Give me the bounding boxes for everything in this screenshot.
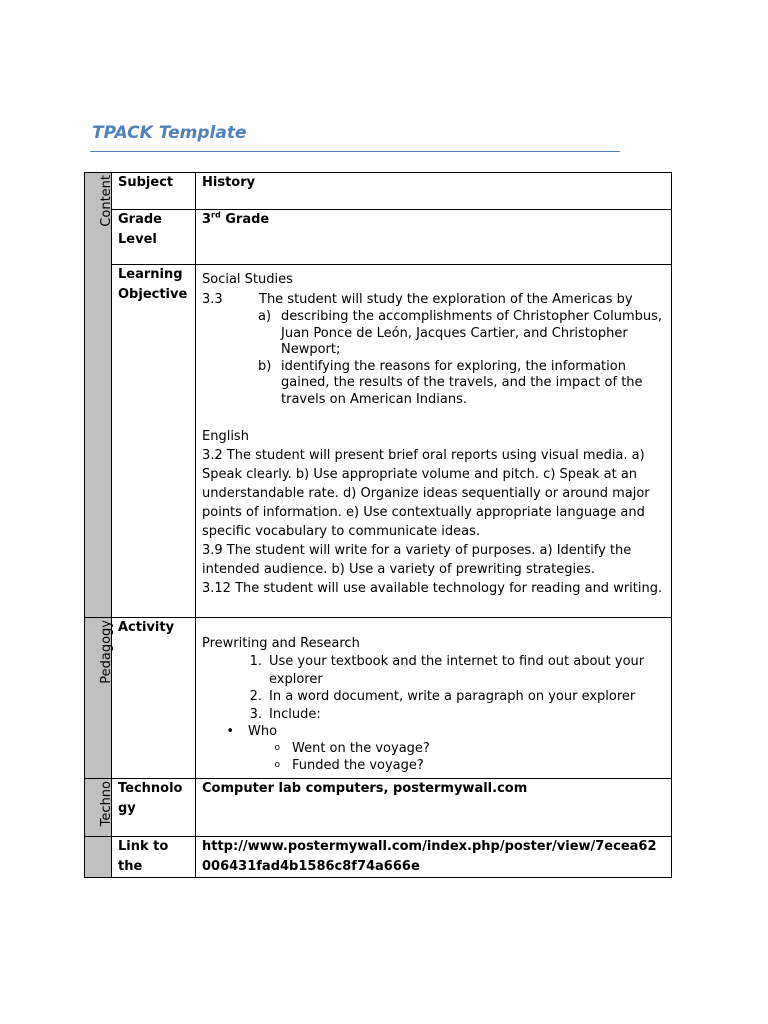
list-item (202, 706, 665, 724)
table-row-activity (85, 618, 672, 779)
sub-item (202, 740, 665, 757)
list-item (202, 653, 665, 688)
section-technology-continued (85, 837, 112, 878)
sub-item-text: Went on the voyage? (292, 741, 430, 756)
step-text: Include: (269, 706, 321, 722)
list-text: describing the accomplishments of Christopher Columbus, Juan Ponce de León, Jacques Cartier, and Christopher Newport; (281, 309, 663, 357)
table-row-link (85, 837, 672, 878)
english-heading: English (202, 429, 249, 444)
list-item (202, 688, 665, 706)
title-underline (90, 151, 620, 152)
table-row-subject (85, 173, 672, 210)
section-content (85, 173, 112, 618)
row-label-link: Link to the (112, 837, 196, 878)
grade-number: 3 (202, 212, 212, 227)
section-label-content: Content (99, 175, 114, 227)
english-paragraph: 3.12 The student will use available technology for reading and writing. (202, 581, 663, 596)
row-value-technology: Computer lab computers, postermywall.com (196, 779, 672, 837)
row-value-grade (196, 210, 672, 265)
row-value-link[interactable]: http://www.postermywall.com/index.php/poster/view/7ecea62006431fad4b1586c8f74a666e (196, 837, 672, 878)
objective-3-3 (202, 291, 665, 309)
english-block (202, 427, 665, 598)
row-value-activity (196, 618, 672, 779)
tpack-table (84, 172, 672, 878)
list-mark: b) (258, 358, 272, 374)
table-row-technology (85, 779, 672, 837)
row-label-activity: Activity (112, 618, 196, 779)
objective-text: The student will study the exploration of the Americas by (259, 292, 633, 307)
english-paragraph: 3.9 The student will write for a variety of purposes. a) Identify the intended audience. b) Use a variety of prewriting strategies. (202, 543, 632, 577)
sub-item-text: Funded the voyage? (292, 758, 424, 773)
list-item (258, 309, 665, 359)
list-item (258, 359, 665, 409)
bullet-text: Who (248, 724, 278, 739)
step-number: 2. (249, 689, 262, 704)
row-label-grade: Grade Level (112, 210, 196, 265)
row-label-objective: Learning Objective (112, 265, 196, 618)
document-title: TPACK Template (92, 123, 247, 143)
step-text: Use your textbook and the internet to find out about your explorer (269, 654, 645, 687)
sub-item (202, 757, 665, 774)
table-row-objective (85, 265, 672, 618)
section-label-pedagogy: Pedagogy (99, 620, 114, 684)
bullet-item (202, 723, 665, 740)
grade-suffix: rd (211, 210, 221, 220)
objective-number: 3.3 (202, 292, 223, 307)
social-studies-heading: Social Studies (202, 272, 293, 287)
step-text: In a word document, write a paragraph on your explorer (269, 689, 636, 704)
activity-heading: Prewriting and Research (202, 636, 360, 651)
circle-bullet-icon: o (274, 760, 280, 770)
row-label-technology: Technology (112, 779, 196, 837)
table-row-grade (85, 210, 672, 265)
section-pedagogy (85, 618, 112, 779)
objective-sublist (202, 309, 665, 408)
row-label-subject: Subject (112, 173, 196, 210)
section-label-technology: Techno (99, 781, 114, 827)
row-value-subject: History (196, 173, 672, 210)
step-number: 3. (249, 706, 262, 722)
bullet-icon: • (226, 724, 234, 739)
row-value-objective (196, 265, 672, 618)
list-mark: a) (258, 309, 272, 324)
section-technology (85, 779, 112, 837)
grade-word: Grade (220, 212, 270, 227)
list-text: identifying the reasons for exploring, the information gained, the results of the travels, and the impact of the travels on American Indians. (281, 358, 643, 407)
english-paragraph: 3.2 The student will present brief oral reports using visual media. a) Speak clearly. b) Use appropriate volume and pitch. c) Speak at an understandable rate. d) Organize ideas sequentially or around major points of information. e) Use contextually appropriate language and specific vocabulary to communicate ideas. (202, 448, 650, 539)
step-number: 1. (249, 654, 262, 669)
activity-steps (202, 653, 665, 723)
circle-bullet-icon: o (274, 743, 280, 753)
